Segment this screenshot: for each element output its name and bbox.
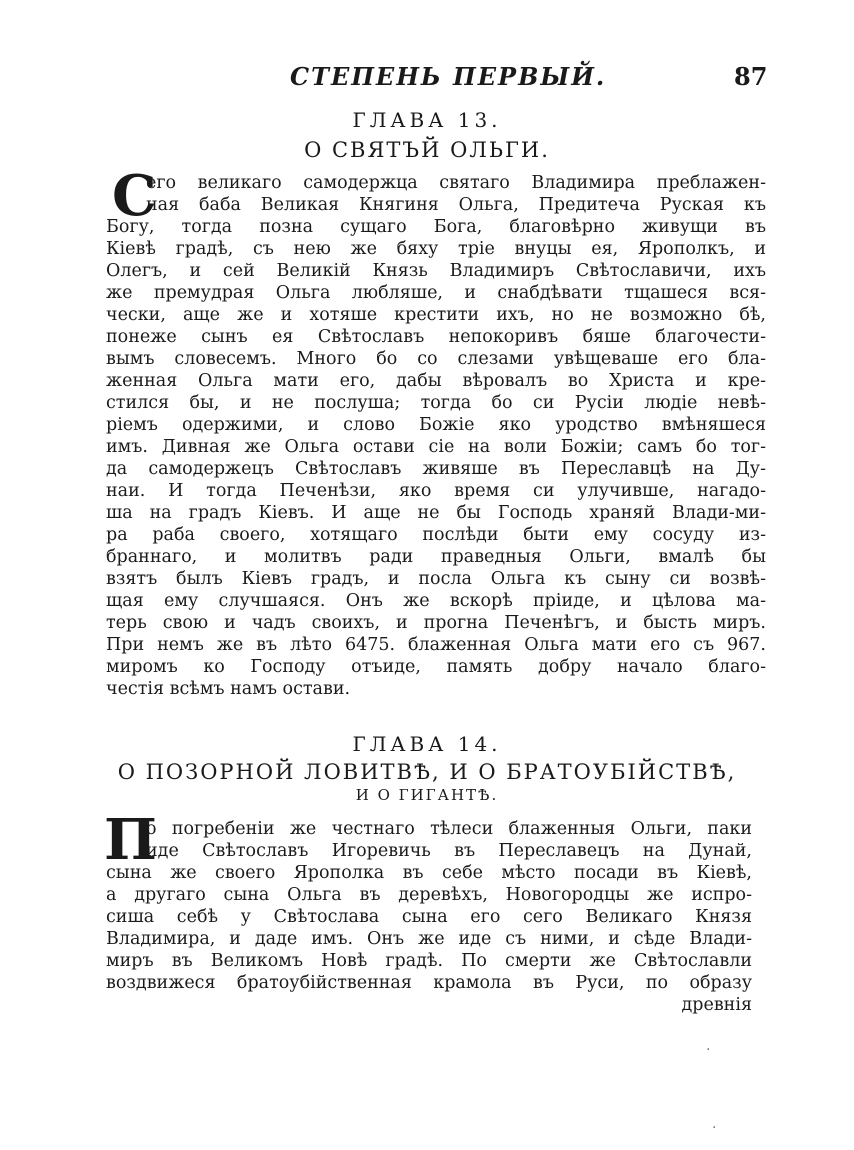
text-line: браннаго, и молитвъ ради праведныя Ольги, вмалѣ бы bbox=[106, 547, 766, 567]
text-line: Богу, тогда позна сущаго Бога, благовѣрно живущи въ bbox=[106, 217, 766, 237]
text-line: Кiевѣ градѣ, съ нею же бяху трiе внуцы ея, Ярополкъ, и bbox=[106, 239, 766, 259]
chapter-14-title: О ПОЗОРНОЙ ЛОВИТВѢ, И О БРАТОУБIЙСТВѢ, bbox=[117, 760, 737, 784]
text-line: о погребенiи же честнаго тѣлеси блаженныя Ольги, паки bbox=[146, 819, 752, 839]
text-line: вымъ словесемъ. Много бо со слезами увѣщеваше его бла- bbox=[106, 349, 766, 369]
chapter-14-drop-cap: П bbox=[104, 807, 157, 873]
ink-speck: · bbox=[706, 1042, 711, 1058]
running-head-title: СТЕПЕНЬ ПЕРВЫЙ. bbox=[290, 62, 607, 91]
text-line: иде Свѣтославъ Игоревичь въ Переславецъ на Дунай, bbox=[146, 841, 752, 861]
text-line: его великаго самодержца святаго Владимира преблажен- bbox=[146, 173, 766, 193]
chapter-13-body bbox=[106, 172, 766, 700]
page-number: 87 bbox=[734, 62, 768, 91]
chapter-13-label: ГЛАВА 13. bbox=[352, 108, 502, 132]
text-line: воздвижеся братоубiйственная крамола въ Руси, по образу bbox=[106, 973, 752, 993]
text-line: ра раба своего, хотящаго послѣди быти ему сосуду из- bbox=[106, 525, 766, 545]
text-line: чески, аще же и хотяше крестити ихъ, но не возможно бѣ, bbox=[106, 305, 766, 325]
text-line: миръ въ Великомъ Новѣ градѣ. По смерти же Свѣтославли bbox=[106, 951, 752, 971]
ink-speck: · bbox=[712, 1120, 717, 1136]
text-line: Владимира, и даде имъ. Онъ же иде съ ними, и сѣде Влади- bbox=[106, 929, 752, 949]
chapter-14-label: ГЛАВА 14. bbox=[352, 732, 502, 756]
text-line: сына же своего Ярополка въ себе мѣсто посади въ Кiевѣ, bbox=[106, 863, 752, 883]
text-line: рiемъ одержими, и слово Божiе яко уродство вмѣняшеся bbox=[106, 415, 766, 435]
text-line: понеже сынъ ея Свѣтославъ непокоривъ бяше благочести- bbox=[106, 327, 766, 347]
chapter-13-title: О СВЯТЪЙ ОЛЬГИ. bbox=[304, 138, 550, 162]
text-line: да самодержецъ Свѣтославъ живяше въ Переславцѣ на Ду- bbox=[106, 459, 766, 479]
text-line: ша на градъ Кiевъ. И аще не бы Господь храняй Влади-ми- bbox=[106, 503, 766, 523]
catchword: древнiя bbox=[681, 995, 752, 1015]
text-line: взятъ былъ Кiевъ градъ, и посла Ольга къ сыну си возвѣ- bbox=[106, 569, 766, 589]
text-line: стился бы, и не послуша; тогда бо си Русiи людiе невѣ- bbox=[106, 393, 766, 413]
text-line: При немъ же въ лѣто 6475. блаженная Ольга мати его съ 967. bbox=[106, 635, 766, 655]
chapter-13-drop-cap: С bbox=[112, 163, 157, 229]
text-line: сиша себѣ у Свѣтослава сына его сего Великаго Князя bbox=[106, 907, 752, 927]
text-line: наи. И тогда Печенѣзи, яко время си улучивше, нагадо- bbox=[106, 481, 766, 501]
text-line: имъ. Дивная же Ольга остави сiе на воли Божiи; самъ бо тог- bbox=[106, 437, 766, 457]
text-line: честiя всѣмъ намъ остави. bbox=[106, 679, 351, 699]
text-line: а другаго сына Ольга въ деревѣхъ, Новогородцы же испро- bbox=[106, 885, 752, 905]
chapter-14-body bbox=[106, 818, 752, 1016]
text-line: Олегъ, и сей Великiй Князь Владимиръ Свѣтославичи, ихъ bbox=[106, 261, 766, 281]
text-line: миромъ ко Господу отъиде, память добру начало благо- bbox=[106, 657, 766, 677]
text-line: ная баба Великая Княгиня Ольга, Предитеча Руская къ bbox=[146, 195, 766, 215]
text-line: терь свою и чадъ своихъ, и прогна Печенѣгъ, и бысть миръ. bbox=[106, 613, 766, 633]
text-line: же премудрая Ольга любляше, и снабдѣвати тщашеся вся- bbox=[106, 283, 766, 303]
text-line: женная Ольга мати его, дабы вѣровалъ во Христа и кре- bbox=[106, 371, 766, 391]
text-line: щая ему случшаяся. Онъ же вскорѣ прiиде, и цѣлова ма- bbox=[106, 591, 766, 611]
chapter-14-subtitle: И О ГИГАНТѢ. bbox=[355, 786, 499, 804]
